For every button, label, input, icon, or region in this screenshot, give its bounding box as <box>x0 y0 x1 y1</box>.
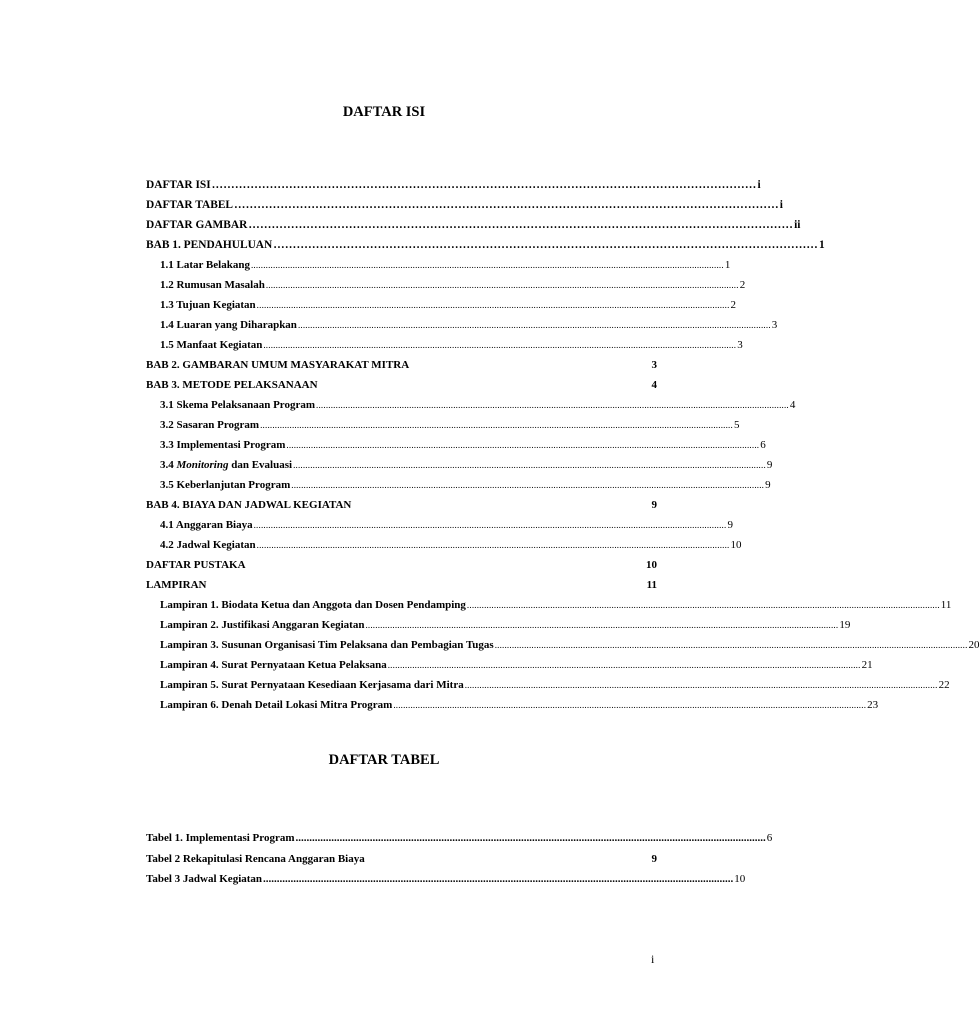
toc-title: DAFTAR ISI <box>342 104 426 120</box>
toc-entry-label: DAFTAR ISI <box>146 179 211 191</box>
table-entry-label: Tabel 3 Jadwal Kegiatan <box>146 873 263 885</box>
dot-leader: ................................................................................................................................................................................................. <box>250 260 724 270</box>
toc-entry-page: 19 <box>839 619 851 631</box>
toc-entry-lampiran-3[interactable] <box>160 637 980 653</box>
toc-entry-lampiran-5[interactable] <box>160 677 950 693</box>
dot-leader: …………………………………………………………………………………………………………………………… <box>248 219 794 231</box>
toc-entry-label-suffix: dan Evaluasi <box>228 459 293 471</box>
dot-leader: ........................................................................................................................................................................... <box>295 832 766 844</box>
toc-entry-page: i <box>757 179 761 191</box>
toc-entry-page: 9 <box>765 479 771 491</box>
dot-leader: ................................................................................................................................................................................................. <box>297 320 771 330</box>
toc-entry-page: 10 <box>646 559 657 571</box>
toc-entry-daftar-tabel[interactable] <box>146 197 783 213</box>
dot-leader: ................................................................................................................................................................................................. <box>265 280 739 290</box>
toc-entry-label: 3.3 Implementasi Program <box>160 439 286 451</box>
toc-entry-lampiran-2[interactable] <box>160 617 851 633</box>
toc-entry-lampiran-6[interactable] <box>160 697 879 713</box>
dot-leader: ................................................................................................................................................................................................. <box>286 440 760 450</box>
dot-leader: ................................................................................................................................................................................................. <box>293 460 766 470</box>
dot-leader: …………………………………………………………………………………………………………………………… <box>234 199 779 211</box>
toc-entry-label: 1.3 Tujuan Kegiatan <box>160 299 256 311</box>
toc-entry-1-2[interactable] <box>160 277 746 293</box>
table-entry-page: 9 <box>651 853 657 865</box>
toc-entry-daftar-pustaka[interactable] <box>146 557 657 573</box>
toc-entry-page: 9 <box>766 459 773 471</box>
table-entry-1[interactable] <box>146 830 773 846</box>
toc-entry-daftar-isi[interactable] <box>146 177 761 193</box>
dot-leader: ................................................................................................................................................................................................. <box>466 600 940 610</box>
toc-entry-4-2[interactable] <box>160 537 742 553</box>
toc-entry-label-prefix: 3.4 <box>160 459 177 471</box>
table-entry-page: 6 <box>766 832 773 844</box>
toc-entry-page: 3 <box>651 359 657 371</box>
toc-entry-label-italic: Monitoring <box>176 459 229 471</box>
toc-entry-page: 23 <box>867 699 879 711</box>
dot-leader: ................................................................................................................................................................................................. <box>291 480 765 490</box>
toc-entry-1-1[interactable] <box>160 257 731 273</box>
toc-entry-label: Lampiran 6. Denah Detail Lokasi Mitra Program <box>160 699 393 711</box>
toc-entry-3-4[interactable] <box>160 457 773 473</box>
toc-entry-label: BAB 3. METODE PELAKSANAAN <box>146 379 318 391</box>
toc-entry-bab-1[interactable] <box>146 237 825 253</box>
toc-entry-page: 2 <box>730 299 737 311</box>
toc-entry-1-3[interactable] <box>160 297 737 313</box>
dot-leader: ................................................................................................................................................................................................. <box>263 340 737 350</box>
toc-entry-label <box>160 457 292 473</box>
toc-entry-1-5[interactable] <box>160 337 743 353</box>
toc-entry-page: 10 <box>730 539 742 551</box>
toc-entry-page: 9 <box>727 519 733 531</box>
dot-leader: ................................................................................................................................................................................................. <box>260 420 733 430</box>
toc-entry-bab-4[interactable] <box>146 497 657 513</box>
toc-entry-label: Lampiran 4. Surat Pernyataan Ketua Pelaksana <box>160 659 387 671</box>
toc-entry-page: 1 <box>724 259 731 271</box>
toc-entry-bab-2[interactable] <box>146 357 657 373</box>
toc-entry-3-2[interactable] <box>160 417 740 433</box>
toc-entry-4-1[interactable] <box>160 517 733 533</box>
dot-leader: ................................................................................................................................................................................................. <box>256 300 730 310</box>
table-list-title: DAFTAR TABEL <box>328 752 440 768</box>
toc-entry-label: Lampiran 3. Susunan Organisasi Tim Pelaksana dan Pembagian Tugas <box>160 639 494 651</box>
toc-entry-3-1[interactable] <box>160 397 796 413</box>
toc-entry-label: DAFTAR PUSTAKA <box>146 559 246 571</box>
toc-entry-label: 3.5 Keberlanjutan Program <box>160 479 291 491</box>
toc-entry-page: 11 <box>646 579 657 591</box>
toc-entry-label: 1.1 Latar Belakang <box>160 259 250 271</box>
toc-entry-label: Lampiran 1. Biodata Ketua dan Anggota dan Dosen Pendamping <box>160 599 466 611</box>
toc-entry-page: 1 <box>819 239 825 251</box>
table-entry-page: 10 <box>734 873 746 885</box>
toc-entry-page: 9 <box>651 499 657 511</box>
toc-entry-page: 5 <box>733 419 740 431</box>
toc-entry-bab-3[interactable] <box>146 377 657 393</box>
toc-entry-page: ii <box>794 219 801 231</box>
dot-leader: …………………………………………………………………………………………………………………………… <box>211 179 757 191</box>
dot-leader: ........................................................................................................................................................................... <box>263 873 734 885</box>
toc-entry-label: Lampiran 2. Justifikasi Anggaran Kegiatan <box>160 619 365 631</box>
toc-entry-page: 21 <box>861 659 873 671</box>
toc-entry-page: 3 <box>771 319 778 331</box>
table-entry-2[interactable] <box>146 851 657 867</box>
toc-entry-label: 3.1 Skema Pelaksanaan Program <box>160 399 316 411</box>
toc-entry-daftar-gambar[interactable] <box>146 217 801 233</box>
toc-entry-label: LAMPIRAN <box>146 579 207 591</box>
dot-leader: ................................................................................................................................................................................................. <box>393 700 867 710</box>
dot-leader: ................................................................................................................................................................................................. <box>387 660 861 670</box>
toc-entry-label: 1.5 Manfaat Kegiatan <box>160 339 263 351</box>
toc-entry-page: 22 <box>938 679 950 691</box>
toc-entry-label: 4.2 Jadwal Kegiatan <box>160 539 256 551</box>
dot-leader: ................................................................................................................................................................................................. <box>365 620 839 630</box>
toc-entry-page: 2 <box>739 279 746 291</box>
toc-entry-lampiran[interactable] <box>146 577 657 593</box>
dot-leader: ................................................................................................................................................................................................. <box>494 640 968 650</box>
toc-entry-3-3[interactable] <box>160 437 766 453</box>
toc-entry-label: 1.2 Rumusan Masalah <box>160 279 265 291</box>
dot-leader: …………………………………………………………………………………………………………………………… <box>273 239 819 251</box>
toc-entry-page: 20 <box>968 639 980 651</box>
dot-leader: ................................................................................................................................................................................................. <box>256 540 730 550</box>
dot-leader: ................................................................................................................................................................................................. <box>464 680 938 690</box>
table-entry-label: Tabel 2 Rekapitulasi Rencana Anggaran Biaya <box>146 853 365 865</box>
dot-leader: ................................................................................................................................................................................................. <box>316 400 789 410</box>
table-entry-label: Tabel 1. Implementasi Program <box>146 832 295 844</box>
toc-entry-page: i <box>779 199 783 211</box>
page-number: i <box>651 952 655 966</box>
toc-entry-page: 4 <box>651 379 657 391</box>
toc-entry-lampiran-1[interactable] <box>160 597 952 613</box>
dot-leader: ................................................................................................................................................................................................. <box>253 520 727 530</box>
toc-entry-label: 3.2 Sasaran Program <box>160 419 260 431</box>
toc-entry-label: BAB 4. BIAYA DAN JADWAL KEGIATAN <box>146 499 352 511</box>
toc-entry-label: BAB 2. GAMBARAN UMUM MASYARAKAT MITRA <box>146 359 410 371</box>
toc-entry-page: 11 <box>940 599 952 611</box>
toc-entry-label: 4.1 Anggaran Biaya <box>160 519 253 531</box>
toc-entry-lampiran-4[interactable] <box>160 657 873 673</box>
toc-entry-label: DAFTAR GAMBAR <box>146 219 248 231</box>
toc-entry-label: BAB 1. PENDAHULUAN <box>146 239 273 251</box>
toc-entry-label: DAFTAR TABEL <box>146 199 234 211</box>
toc-entry-3-5[interactable] <box>160 477 771 493</box>
toc-entry-label: 1.4 Luaran yang Diharapkan <box>160 319 297 331</box>
table-entry-3[interactable] <box>146 871 746 887</box>
toc-entry-page: 6 <box>760 439 766 451</box>
toc-entry-1-4[interactable] <box>160 317 778 333</box>
toc-entry-page: 4 <box>789 399 796 411</box>
toc-entry-label: Lampiran 5. Surat Pernyataan Kesediaan Kerjasama dari Mitra <box>160 679 464 691</box>
toc-entry-page: 3 <box>737 339 743 351</box>
